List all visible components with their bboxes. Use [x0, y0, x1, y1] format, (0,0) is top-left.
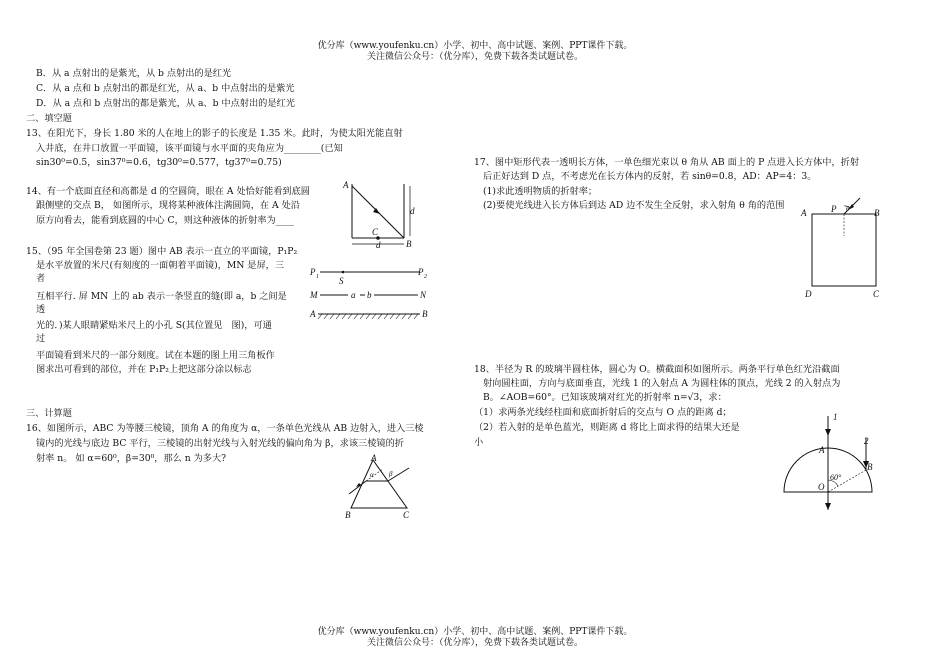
fig15-label-a-slit: a — [351, 290, 356, 300]
fig15-label-p2-sub: 2 — [424, 274, 427, 280]
fig17-label-b: B — [874, 208, 880, 218]
q15-line-1: 15、（95 年全国卷第 23 题）图中 AB 表示一直立的平面镜，P₁P₂ — [26, 246, 298, 257]
footer-line-2: 关注微信公众号：（优分库），免费下载各类试题试卷。 — [366, 638, 583, 648]
section-calculation: 三、计算题 — [26, 408, 72, 419]
fig18-arrow-1-bottom — [825, 503, 831, 510]
q13-line-1: 13、在阳光下，身长 1.80 米的人在地上的影子的长度是 1.35 米。此时，为使太阳光能直射 — [26, 128, 403, 139]
fig18-label-b: B — [867, 462, 873, 472]
q13-line-2: 入井底，在井口放置一平面镜，该平面镜与水平面的夹角应为________(已知 — [36, 143, 343, 154]
fig15-label-p1: P — [310, 267, 316, 277]
fig15-label-b-mirror: B — [422, 309, 428, 319]
q15-line-7: 过 — [36, 333, 46, 344]
q14-line-2: 跟侧壁的交点 B， 如图所示，现将某种液体注满圆筒，在 A 处沿 — [36, 200, 300, 211]
q15-line-3: 者 — [36, 273, 46, 284]
q17-line-4: (2)要使光线进入长方体后到达 AD 边不发生全反射，求入射角 θ 角的范围 — [483, 200, 785, 211]
fig16-label-a: A — [371, 453, 377, 463]
fig14-arrow — [373, 208, 380, 214]
figure-q15 — [310, 262, 430, 324]
q15-line-4: 互相平行. 屏 MN 上的 ab 表示一条竖直的缝(即 a，b 之间是 — [36, 291, 287, 302]
fig15-label-b-slit: b — [367, 290, 372, 300]
fig15-mirror-hatching — [318, 314, 418, 319]
fig14-label-a: A — [343, 180, 349, 190]
q18-line-1: 18、半径为 R 的玻璃半圆柱体，圆心为 O。横截面积如图所示。两条平行单色红光沿截面 — [474, 364, 840, 375]
fig17-label-p: P — [831, 204, 837, 214]
fig16-label-beta: β — [389, 470, 393, 478]
option-c: C．从 a 点和 b 点射出的都是红光，从 a、b 中点射出的是紫光 — [36, 83, 295, 94]
fig18-label-o: O — [818, 482, 825, 492]
fig15-label-p2: P — [418, 267, 424, 277]
q18-line-2: 射向圆柱面，方向与底面垂直，光线 1 的入射点 A 为圆柱体的顶点，光线 2 的入射点为 — [483, 378, 841, 389]
q15-line-5: 透 — [36, 304, 46, 315]
fig14-label-c: C — [372, 227, 379, 237]
footer-line-1: 优分库（www.youfenku.cn）小学、初中、高中试题、案例、PPT课件下载。 — [317, 627, 633, 637]
fig18-label-a: A — [819, 445, 825, 455]
fig14-label-d-side: d — [410, 206, 415, 216]
q17-line-1: 17、图中矩形代表一透明长方体，一单色细光束以 θ 角从 AB 面上的 P 点进入长方体中，折射 — [474, 157, 860, 168]
fig16-label-alpha: α — [370, 471, 374, 479]
q18-line-5: （2）若入射的是单色蓝光，则距离 d 将比上面求得的结果大还是 — [474, 422, 740, 433]
fig15-label-a-mirror: A — [310, 309, 316, 319]
fig18-label-angle: 60° — [830, 473, 842, 482]
fig16-label-b: B — [345, 510, 351, 520]
fig14-label-b: B — [406, 239, 412, 249]
fig15-label-m: M — [310, 290, 318, 300]
q16-line-3: 射率 n。 如 α=60⁰，β=30⁰，那么 n 为多大? — [36, 453, 227, 464]
option-d: D．从 a 点和 b 点射出的都是紫光，从 a、b 中点射出的是红光 — [36, 98, 295, 109]
option-b: B．从 a 点射出的是紫光，从 b 点射出的是红光 — [36, 68, 232, 79]
q14-line-3: 原方向看去，能看到底圆的中心 C，则这种液体的折射率为____ — [36, 215, 295, 226]
fig18-label-ray-2: 2 — [864, 436, 869, 446]
q13-line-3: sin30⁰=0.5，sin37⁰=0.6，tg30⁰=0.577，tg37⁰=0.75) — [36, 157, 282, 168]
q15-line-8: 平面镜看到米尺的一部分刻度。试在本题的图上用三角板作 — [36, 350, 275, 361]
q18-line-3: B。∠AOB=60°。已知该玻璃对红光的折射率 n=√3，求： — [483, 392, 727, 403]
q17-line-2: 后正好达到 D 点，不考虑光在长方体内的反射，若 sinθ=0.8，AD：AP=4：3。 — [483, 171, 817, 182]
fig18-label-ray-1: 1 — [833, 412, 838, 422]
fig17-label-a: A — [801, 208, 807, 218]
q18-line-6: 小 — [474, 437, 484, 448]
q16-line-2: 镜内的光线与底边 BC 平行，三棱镜的出射光线与入射光线的偏向角为 β，求该三棱镜的折 — [36, 438, 404, 449]
section-fill-in: 二、填空题 — [26, 113, 72, 124]
fig17-label-c: C — [873, 289, 880, 299]
fig15-hole-s — [342, 271, 345, 274]
figure-q16 — [335, 453, 430, 526]
header-line-1: 优分库（www.youfenku.cn）小学、初中、高中试题、案例、PPT课件下载。 — [317, 41, 633, 51]
fig15-label-s: S — [339, 276, 344, 286]
q15-line-6: 光的．)某人眼睛紧贴米尺上的小孔 S(其位置见 图)，可通 — [36, 320, 272, 331]
q15-line-2: 是水平放置的米尺(有刻度的一面朝着平面镜)，MN 是屏，三 — [36, 260, 285, 271]
fig16-label-c: C — [403, 510, 410, 520]
q16-line-1: 16、如图所示，ABC 为等腰三棱镜，顶角 A 的角度为 α，一条单色光线从 AB 边射入，进入三棱 — [26, 423, 424, 434]
q14-line-1: 14、有一个底面直径和高都是 d 的空圆筒，眼在 A 处恰好能看到底圆 — [26, 186, 310, 197]
fig14-label-d-bottom: d — [376, 240, 381, 250]
fig16-incident-ray — [349, 481, 366, 494]
q18-line-4: （1）求两条光线经柱面和底面折射后的交点与 O 点的距离 d； — [474, 407, 732, 418]
q17-line-3: (1)求此透明物质的折射率； — [483, 186, 598, 197]
fig18-arrow-1-top — [825, 429, 831, 436]
figure-q18 — [778, 412, 888, 520]
fig15-label-p1-sub: 1 — [316, 274, 319, 280]
fig17-label-theta: θ — [846, 205, 850, 213]
header-line-2: 关注微信公众号：（优分库），免费下载各类试题试卷。 — [366, 52, 583, 62]
fig15-label-n: N — [420, 290, 427, 300]
figure-q14 — [340, 178, 420, 248]
fig17-label-d: D — [805, 289, 812, 299]
figure-q17 — [800, 196, 890, 301]
q15-line-9: 图求出可看到的部位，并在 P₁P₂上把这部分涂以标志 — [36, 364, 252, 375]
